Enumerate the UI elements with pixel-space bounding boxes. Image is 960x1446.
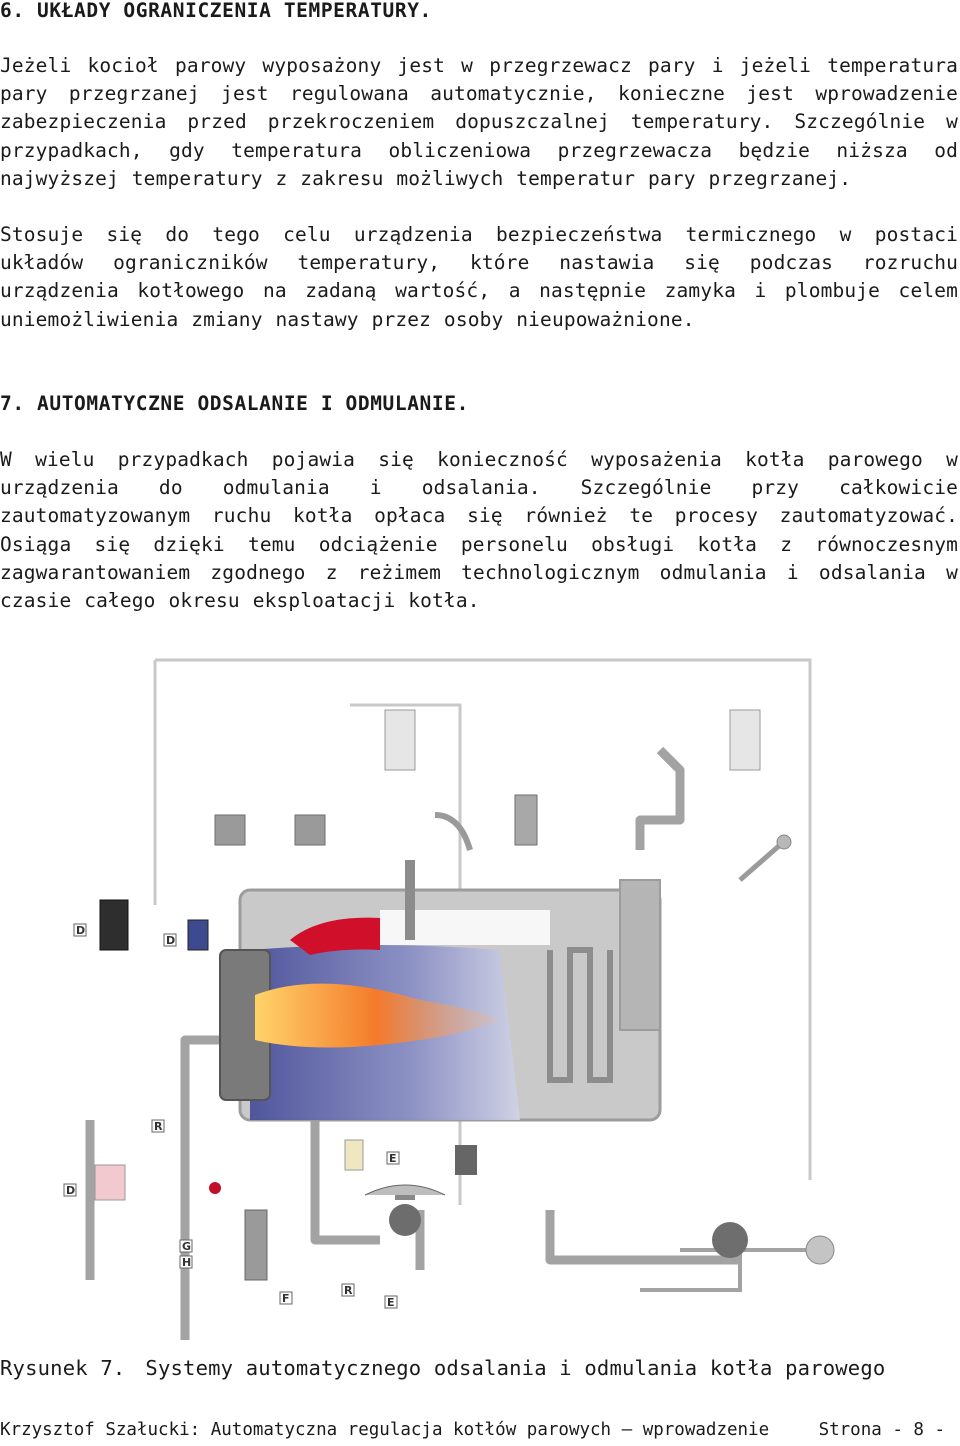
label-h: H [182,1256,192,1269]
pink-controller [95,1165,125,1200]
label-r-1: R [154,1120,163,1133]
page-footer [0,1420,945,1440]
boiler-diagram-figure [60,650,960,1360]
label-d-1: D [76,924,86,937]
top-controllers [385,710,760,770]
figure-caption-number: Rysunek 7. [0,1356,126,1380]
label-e-1: E [389,1152,397,1165]
blowdown-vessel [245,1210,267,1280]
label-f: F [282,1292,290,1305]
thermometer [740,835,791,880]
section-6-heading: 6. UKŁADY OGRANICZENIA TEMPERATURY. [0,0,432,22]
label-d-3: D [66,1184,76,1197]
footer-page-number: Strona - 8 - [818,1420,945,1440]
boiler-diagram [60,650,960,1360]
label-d-2: D [166,934,176,947]
footer-author-title: Krzysztof Szałucki: Automatyczna regulacja kotłów parowych – wprowadzenie [0,1420,770,1440]
figure-caption-text: Systemy automatycznego odsalania i odmulania kotła parowego [145,1356,886,1380]
figure-caption [0,1356,885,1380]
boiler-shell [220,880,660,1120]
label-e-2: E [387,1296,395,1309]
section-7-heading: 7. AUTOMATYCZNE ODSALANIE I ODMULANIE. [0,392,469,415]
controller-displays [95,900,208,1200]
section-6-paragraph-2: Stosuje się do tego celu urządzenia bezpieczeństwa termicznego w postaci układów ograniczników temperatury, które nastawia się podczas rozruchu urządzenia kotłowego na zadaną wartość, a następnie zamyka i plombuje celem uniemożliwienia zmiany nastawy przez osoby nieupoważnione. [0,223,958,331]
section-6-paragraph-1: Jeżeli kocioł parowy wyposażony jest w przegrzewacz pary i jeżeli temperatura pary przegrzanej jest regulowana automatycznie, konieczne jest wprowadzenie zabezpieczenia przed przekroczeniem dopuszczalnej temperatury. Szczególnie w przypadkach, gdy temperatura obliczeniowa przegrzewacza będzie niższa od najwyższej temperatury z zakresu możliwych temperatur pary przegrzanej. [0,54,958,190]
label-g: G [182,1240,192,1253]
section-7-paragraph-1: W wielu przypadkach pojawia się konieczność wyposażenia kotła parowego w urządzenia do odmulania i odsalania. Szczególnie przy całkowicie zautomatyzowanym ruchu kotła opłaca się również te procesy zautomatyzować. Osiąga się dzięki temu odciążenie personelu obsługi kotła z równoczesnym zagwarantowaniem zgodnego z reżimem technologicznym odmulania i odsalania w czasie całego okresu eksploatacji kotła. [0,448,958,613]
label-r-2: R [344,1284,353,1297]
